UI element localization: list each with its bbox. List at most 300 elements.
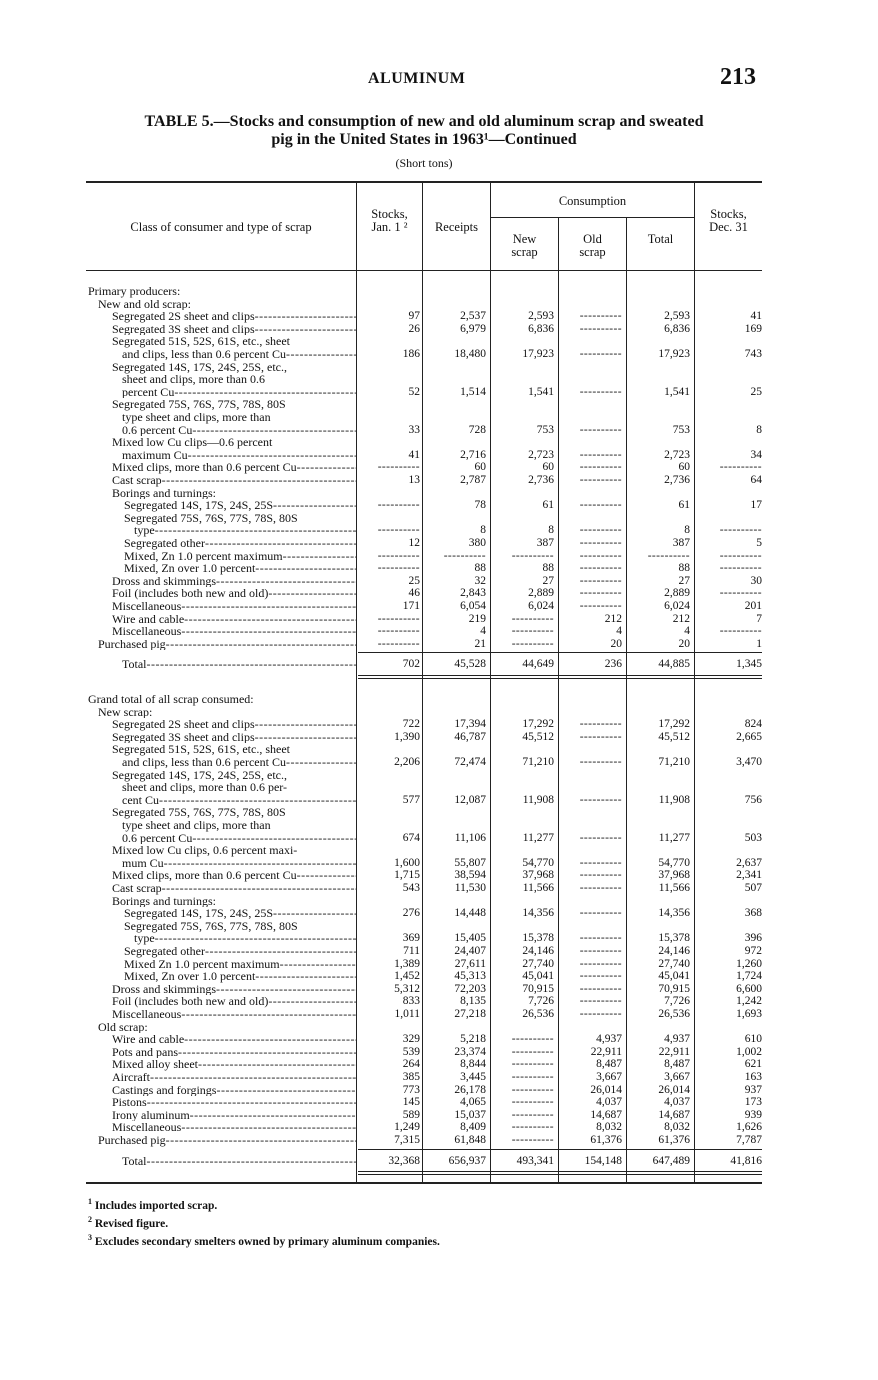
empty-cell-old-scrap — [560, 524, 622, 536]
cell-stocks-dec: 201 — [744, 600, 762, 612]
row-label — [88, 461, 356, 474]
row-label-text: cent Cu — [122, 792, 159, 807]
cell-total: 27 — [678, 574, 690, 587]
row-label-text: Miscellaneous — [112, 1008, 182, 1021]
footnote-text: Excludes secondary smelters owned by primary aluminum companies. — [92, 1235, 440, 1248]
cell-stocks-jan: 41 — [408, 448, 420, 461]
row-label-text: Segregated 3S sheet and clips — [112, 730, 255, 744]
empty-cell-old-scrap — [560, 995, 622, 1007]
row-label-text: Segregated 14S, 17S, 24S, 25S — [124, 499, 274, 512]
row-label-text: Pistons — [112, 1096, 147, 1109]
cell-stocks-jan: 1,452 — [394, 970, 420, 983]
row-label — [88, 512, 356, 537]
cell-new-scrap: 70,915 — [522, 982, 554, 995]
row-label-text: Segregated other — [124, 945, 205, 958]
row-label — [88, 970, 356, 983]
cell-stocks-dec: 173 — [744, 1096, 762, 1109]
cell-new-scrap: 8 — [548, 524, 554, 537]
total-rule-below-1 — [358, 1171, 762, 1172]
cell-receipts: 32 — [474, 574, 486, 587]
empty-cell-old-scrap — [560, 794, 622, 806]
leader-dots — [297, 869, 356, 882]
leader-dots — [255, 970, 356, 983]
leader-dots — [181, 1121, 356, 1134]
cell-new-scrap: 2,593 — [528, 310, 554, 323]
row-label-text: Purchased pig — [98, 637, 166, 651]
cell-total: 2,736 — [664, 474, 690, 486]
cell-stocks-dec: 1,002 — [736, 1045, 762, 1058]
row-label — [88, 869, 356, 882]
cell-total: 26,536 — [658, 1008, 690, 1020]
cell-old-scrap: 14,687 — [590, 1108, 622, 1121]
empty-cell-old-scrap — [560, 857, 622, 869]
col-rule-4 — [558, 218, 559, 1182]
cell-new-scrap: 387 — [536, 537, 554, 549]
cell-total: 45,512 — [658, 730, 690, 743]
cell-receipts: 61,848 — [454, 1134, 486, 1146]
cell-stocks-dec: 507 — [744, 882, 762, 894]
row-label-text: Segregated 3S sheet and clips — [112, 322, 255, 336]
cell-total: 27,740 — [658, 957, 690, 970]
cell-old-scrap: 22,911 — [590, 1045, 622, 1058]
cell-stocks-jan: 722 — [402, 718, 420, 731]
row-label-text: Wire and cable — [112, 612, 185, 626]
leader-dots — [188, 448, 356, 462]
row-label-text: Segregated 51S, 52S, 61S, etc., sheet — [112, 335, 290, 349]
cell-stocks-jan: 589 — [402, 1108, 420, 1121]
cell-total: 54,770 — [658, 856, 690, 869]
cell-stocks-jan: 369 — [402, 932, 420, 945]
header-old-scrap-line2: scrap — [579, 245, 606, 259]
cell-stocks-jan: 97 — [408, 310, 420, 323]
row-label — [88, 398, 356, 436]
empty-cell-old-scrap — [560, 983, 622, 995]
cell-receipts: 27,611 — [454, 957, 486, 970]
empty-cell-old-scrap — [560, 386, 622, 398]
row-label-text: Segregated other — [124, 537, 205, 550]
cell-receipts: 18,480 — [454, 348, 486, 360]
empty-cell-old-scrap — [560, 970, 622, 982]
row-label-text: Segregated 75S, 76S, 77S, 78S, 80S — [124, 919, 298, 933]
cell-new-scrap: 45,512 — [522, 730, 554, 743]
cell-old-scrap: 8,487 — [596, 1058, 622, 1071]
header-stocks-dec-line2: Dec. 31 — [709, 220, 748, 234]
cell-new-scrap: 27 — [542, 574, 554, 587]
cell-new-scrap: 753 — [536, 423, 554, 436]
empty-cell-stocks-dec — [700, 550, 762, 562]
row-label-text: Segregated 14S, 17S, 24S, 25S — [124, 907, 274, 920]
cell-total: 88 — [678, 562, 690, 575]
cell-receipts: 219 — [468, 612, 486, 625]
cell-total: 61 — [678, 499, 690, 512]
leader-dots — [147, 1096, 356, 1109]
footnote — [88, 1213, 440, 1231]
cell-stocks-dec: 824 — [744, 718, 762, 731]
cell-receipts: 21 — [474, 637, 486, 650]
row-label — [88, 310, 356, 323]
empty-cell-new-scrap — [492, 613, 554, 625]
cell-stocks-jan: 171 — [402, 600, 420, 612]
cell-stocks-dec: 30 — [750, 574, 762, 587]
cell-total: 71,210 — [658, 756, 690, 768]
empty-cell-old-scrap — [560, 1008, 622, 1020]
cell-stocks-jan: 7,315 — [394, 1134, 420, 1146]
cell-stocks-dec: 743 — [744, 348, 762, 360]
empty-cell-stocks-jan — [358, 562, 420, 574]
cell-stocks-jan: 1,600 — [394, 856, 420, 869]
cell-total: 44,885 — [658, 658, 690, 671]
cell-receipts: 46,787 — [454, 730, 486, 743]
row-label-text: Cast scrap — [112, 882, 162, 895]
row-label-text: Mixed low Cu clips, 0.6 percent maxi- — [112, 844, 298, 858]
row-label-text: Cast scrap — [112, 474, 162, 487]
row-label — [88, 769, 356, 807]
empty-cell-stocks-dec — [700, 562, 762, 574]
row-label-text: Mixed, Zn over 1.0 percent — [124, 970, 256, 983]
cell-receipts: 8,135 — [460, 995, 486, 1008]
leader-dots — [184, 613, 356, 626]
cell-stocks-dec: 621 — [744, 1058, 762, 1071]
row-label-text: Irony aluminum — [112, 1108, 190, 1122]
cell-receipts: 656,937 — [448, 1154, 486, 1167]
leader-dots — [178, 1046, 356, 1059]
leader-dots — [286, 347, 356, 361]
row-label — [88, 1096, 356, 1109]
empty-cell-stocks-jan — [358, 461, 420, 473]
page-number: 213 — [720, 64, 756, 90]
consumption-rule — [490, 217, 694, 218]
cell-total: 6,024 — [664, 600, 690, 612]
cell-total: 45,041 — [658, 970, 690, 983]
leader-dots — [216, 983, 356, 996]
cell-stocks-dec: 5 — [756, 537, 762, 549]
cell-receipts: 1,514 — [460, 385, 486, 398]
leader-dots — [268, 587, 356, 600]
row-label-text: Mixed, Zn 1.0 percent maximum — [124, 549, 283, 563]
empty-cell-stocks-jan — [358, 499, 420, 511]
empty-cell-new-scrap — [492, 550, 554, 562]
row-label-text: Segregated 75S, 76S, 77S, 78S, 80S — [112, 398, 286, 412]
cell-stocks-jan: 674 — [402, 831, 420, 844]
leader-dots — [255, 562, 356, 575]
row-label — [88, 1084, 356, 1097]
empty-cell-new-scrap — [492, 1046, 554, 1058]
header-receipts: Receipts — [434, 220, 479, 234]
cell-stocks-jan: 1,011 — [394, 1008, 420, 1020]
cell-new-scrap: 26,536 — [522, 1008, 554, 1020]
cell-total: 8,487 — [664, 1058, 690, 1071]
leader-dots — [174, 385, 356, 399]
cell-total: 11,277 — [658, 831, 690, 844]
row-label — [88, 706, 356, 719]
row-label-text: 0.6 percent Cu — [122, 830, 193, 845]
cell-stocks-jan: 264 — [402, 1058, 420, 1071]
empty-cell-stocks-dec — [700, 524, 762, 536]
cell-total: 70,915 — [658, 982, 690, 995]
cell-receipts: 11,530 — [454, 882, 486, 894]
leader-dots — [150, 1071, 356, 1084]
cell-total: 4,937 — [664, 1033, 690, 1046]
row-label — [88, 731, 356, 744]
cell-stocks-dec: 3,470 — [736, 756, 762, 768]
cell-stocks-dec: 41,816 — [730, 1154, 762, 1167]
row-label-text: and clips, less than 0.6 percent Cu — [122, 346, 286, 361]
table-bottom-rule — [86, 1182, 762, 1184]
row-label — [88, 1109, 356, 1122]
empty-cell-old-scrap — [560, 449, 622, 461]
row-label — [88, 600, 356, 613]
row-label-text: Miscellaneous — [112, 625, 182, 638]
row-label — [88, 1046, 356, 1059]
footnotes — [88, 1195, 440, 1248]
row-label — [88, 638, 356, 651]
cell-receipts: 3,445 — [460, 1071, 486, 1083]
cell-stocks-dec: 756 — [744, 793, 762, 806]
footnote-mark: 2 — [88, 1214, 92, 1224]
cell-total: 15,378 — [658, 932, 690, 945]
row-label-text: Foil (includes both new and old) — [112, 587, 269, 600]
header-stocks-dec — [695, 208, 762, 234]
cell-stocks-dec: 1,345 — [736, 658, 762, 671]
leader-dots — [190, 1109, 356, 1122]
row-label-text: type sheet and clips, more than — [122, 409, 271, 424]
empty-cell-stocks-dec — [700, 461, 762, 473]
cell-receipts: 15,037 — [454, 1108, 486, 1121]
cell-stocks-jan: 25 — [408, 574, 420, 587]
cell-new-scrap: 88 — [542, 562, 554, 575]
empty-cell-old-scrap — [560, 882, 622, 894]
row-label — [88, 285, 356, 298]
empty-cell-old-scrap — [560, 575, 622, 587]
cell-old-scrap: 154,148 — [584, 1154, 622, 1167]
leader-dots — [283, 550, 356, 563]
row-label-text: Dross and skimmings — [112, 574, 217, 588]
header-new-scrap — [491, 233, 558, 259]
total-row-label — [88, 658, 356, 671]
cell-receipts: 72,203 — [454, 982, 486, 995]
cell-new-scrap: 2,723 — [528, 448, 554, 461]
row-label — [88, 844, 356, 869]
cell-new-scrap: 493,341 — [516, 1154, 554, 1167]
empty-cell-old-scrap — [560, 310, 622, 322]
cell-receipts: 11,106 — [454, 831, 486, 844]
leader-dots — [159, 793, 356, 807]
row-label-text: Grand total of all scrap consumed: — [88, 693, 254, 706]
footnote-text: Includes imported scrap. — [92, 1199, 218, 1212]
cell-stocks-jan: 186 — [402, 348, 420, 360]
leader-dots — [181, 600, 356, 613]
leader-dots — [255, 718, 356, 731]
cell-total: 4,037 — [664, 1096, 690, 1109]
cell-stocks-jan: 145 — [402, 1096, 420, 1109]
cell-old-scrap: 20 — [610, 637, 622, 650]
row-label — [88, 625, 356, 638]
cell-receipts: 26,178 — [454, 1083, 486, 1096]
cell-new-scrap: 11,566 — [522, 882, 554, 894]
cell-receipts: 6,054 — [460, 600, 486, 612]
leader-dots — [198, 1058, 356, 1071]
cell-stocks-dec: 2,341 — [736, 869, 762, 882]
row-label — [88, 1134, 356, 1147]
cell-stocks-dec: 1,260 — [736, 957, 762, 970]
row-label-text: maximum Cu — [122, 447, 188, 462]
leader-dots — [286, 755, 356, 769]
leader-dots — [268, 995, 356, 1008]
cell-new-scrap: 24,146 — [522, 945, 554, 957]
empty-cell-old-scrap — [560, 756, 622, 768]
cell-stocks-dec: 610 — [744, 1033, 762, 1046]
row-label — [88, 920, 356, 945]
cell-stocks-jan: 13 — [408, 474, 420, 486]
cell-total: 4 — [684, 625, 690, 638]
cell-old-scrap: 8,032 — [596, 1121, 622, 1134]
leader-dots — [166, 638, 356, 651]
cell-receipts: 6,979 — [460, 322, 486, 335]
row-label-text: type — [134, 523, 155, 537]
leader-dots — [205, 945, 356, 958]
cell-stocks-jan: 276 — [402, 907, 420, 920]
cell-stocks-dec: 41 — [750, 310, 762, 323]
cell-receipts: 728 — [468, 423, 486, 436]
leader-dots — [216, 575, 356, 588]
empty-cell-old-scrap — [560, 499, 622, 511]
cell-receipts: 2,787 — [460, 474, 486, 486]
empty-cell-old-scrap — [560, 474, 622, 486]
table-title-line-2: pig in the United States in 1963¹—Continued — [271, 131, 577, 148]
cell-total: 17,923 — [658, 348, 690, 360]
leader-dots — [280, 958, 356, 971]
cell-old-scrap: 4,037 — [596, 1096, 622, 1109]
cell-new-scrap: 45,041 — [522, 970, 554, 983]
row-label-text: Castings and forgings — [112, 1083, 217, 1097]
cell-stocks-jan: 26 — [408, 322, 420, 335]
empty-cell-new-scrap — [492, 1071, 554, 1083]
header-old-scrap-line1: Old — [583, 232, 602, 246]
cell-total: 14,356 — [658, 907, 690, 920]
row-label-text: Mixed clips, more than 0.6 percent Cu — [112, 869, 297, 882]
cell-new-scrap: 60 — [542, 461, 554, 474]
footnote-mark: 1 — [88, 1197, 92, 1206]
col-rule-3 — [490, 182, 491, 1182]
cell-old-scrap: 26,014 — [590, 1083, 622, 1096]
cell-stocks-dec: 2,637 — [736, 856, 762, 869]
empty-cell-receipts — [424, 550, 486, 562]
cell-receipts: 24,407 — [454, 945, 486, 957]
empty-cell-new-scrap — [492, 1096, 554, 1108]
cell-stocks-dec: 8 — [756, 423, 762, 436]
cell-receipts: 4 — [480, 625, 486, 638]
cell-total: 8 — [684, 524, 690, 537]
row-label — [88, 298, 356, 311]
row-label — [88, 537, 356, 550]
row-label-text: New scrap: — [98, 705, 153, 719]
row-label-text: Miscellaneous — [112, 1121, 182, 1134]
cell-stocks-dec: 972 — [744, 945, 762, 957]
cell-new-scrap: 71,210 — [522, 756, 554, 768]
cell-stocks-dec: 939 — [744, 1108, 762, 1121]
cell-stocks-jan: 1,389 — [394, 957, 420, 970]
empty-cell-old-scrap — [560, 348, 622, 360]
col-rule-5 — [626, 218, 627, 1182]
row-label — [88, 499, 356, 512]
row-label — [88, 335, 356, 360]
cell-stocks-dec: 25 — [750, 385, 762, 398]
empty-cell-old-scrap — [560, 731, 622, 743]
leader-dots — [255, 323, 356, 336]
cell-receipts: 8,844 — [460, 1058, 486, 1071]
table-title — [86, 113, 762, 149]
row-label — [88, 907, 356, 920]
cell-new-scrap: 14,356 — [522, 907, 554, 920]
empty-cell-stocks-dec — [700, 625, 762, 637]
row-label-text: Dross and skimmings — [112, 982, 217, 996]
header-new-scrap-line1: New — [512, 232, 537, 246]
empty-cell-old-scrap — [560, 461, 622, 473]
row-label — [88, 474, 356, 487]
cell-total: 17,292 — [658, 718, 690, 731]
empty-cell-total — [628, 550, 690, 562]
cell-receipts: 14,448 — [454, 907, 486, 920]
empty-cell-new-scrap — [492, 625, 554, 637]
cell-stocks-dec: 163 — [744, 1071, 762, 1083]
empty-cell-stocks-jan — [358, 613, 420, 625]
cell-receipts: 60 — [474, 461, 486, 474]
cell-total: 11,908 — [658, 793, 690, 806]
row-label-text: type sheet and clips, more than — [122, 817, 271, 832]
row-label — [88, 743, 356, 768]
cell-new-scrap: 17,292 — [522, 718, 554, 731]
row-label — [88, 487, 356, 500]
row-label-text: Segregated 75S, 76S, 77S, 78S, 80S — [112, 806, 286, 820]
empty-cell-new-scrap — [492, 1109, 554, 1121]
cell-new-scrap: 44,649 — [522, 658, 554, 671]
header-stub: Class of consumer and type of scrap — [130, 220, 312, 234]
row-label — [88, 550, 356, 563]
header-stocks-jan-line1: Stocks, — [371, 207, 408, 221]
cell-stocks-jan: 711 — [403, 945, 420, 957]
empty-cell-new-scrap — [492, 1121, 554, 1133]
cell-total: 8,032 — [664, 1121, 690, 1134]
cell-new-scrap: 11,908 — [522, 793, 554, 806]
cell-stocks-dec: 937 — [744, 1083, 762, 1096]
leader-dots — [216, 1084, 356, 1097]
cell-stocks-jan: 1,390 — [394, 730, 420, 743]
empty-cell-old-scrap — [560, 600, 622, 612]
empty-cell-stocks-jan — [358, 550, 420, 562]
row-label — [88, 718, 356, 731]
cell-stocks-dec: 6,600 — [736, 982, 762, 995]
cell-stocks-jan: 5,312 — [394, 982, 420, 995]
cell-stocks-dec: 1,724 — [736, 970, 762, 983]
cell-stocks-jan: 773 — [402, 1083, 420, 1096]
cell-stocks-jan: 702 — [402, 658, 420, 671]
empty-cell-old-scrap — [560, 323, 622, 335]
empty-cell-old-scrap — [560, 718, 622, 730]
total-rule-above — [358, 652, 762, 653]
empty-cell-old-scrap — [560, 832, 622, 844]
cell-new-scrap: 1,541 — [528, 385, 554, 398]
row-label-text: percent Cu — [122, 384, 175, 399]
leader-dots — [162, 882, 356, 895]
cell-new-scrap: 6,024 — [528, 600, 554, 612]
leader-dots — [192, 831, 356, 845]
leader-dots — [164, 856, 356, 870]
cell-receipts: 23,374 — [454, 1045, 486, 1058]
row-label-text: Mixed alloy sheet — [112, 1058, 198, 1071]
row-label — [88, 575, 356, 588]
row-label — [88, 361, 356, 399]
units-note: (Short tons) — [395, 156, 453, 170]
